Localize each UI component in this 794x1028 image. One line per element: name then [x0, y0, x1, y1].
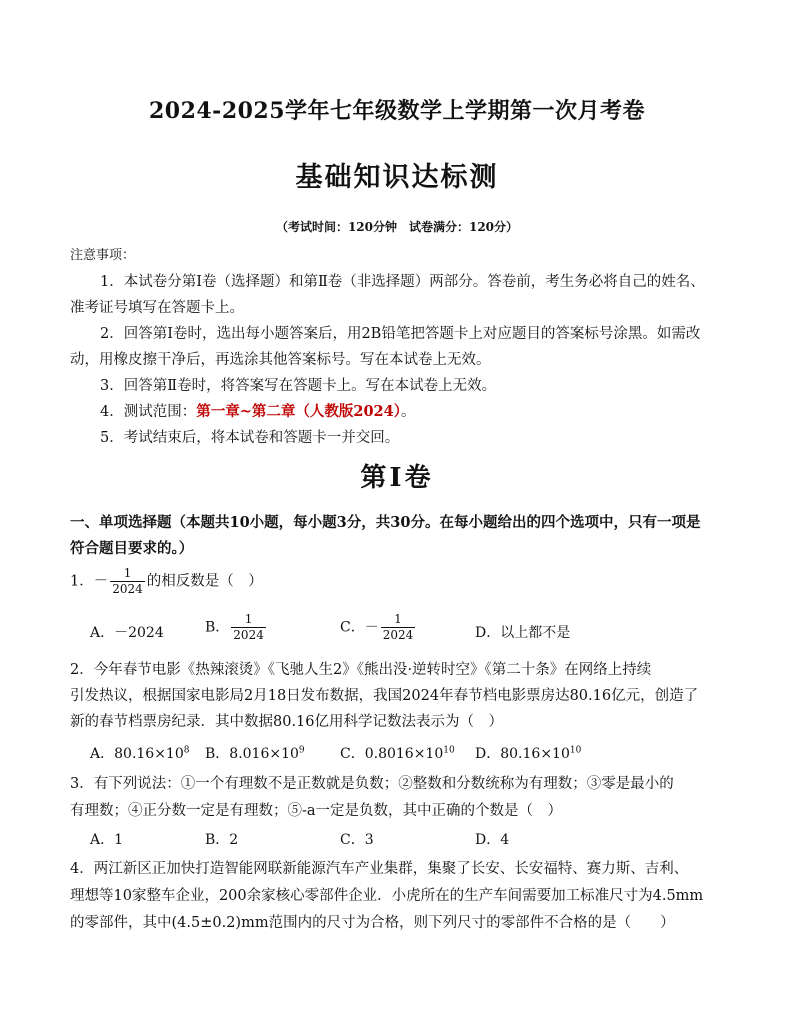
q2-option-c-exponent: 10: [443, 745, 455, 756]
q1-option-b: [205, 612, 268, 643]
q2-line-1: 2．今年春节电影《热辣滚烫》《飞驰人生2》《熊出没·逆转时空》《第二十条》在网络上持续: [70, 662, 652, 678]
part1-intro-b: 符合题目要求的。）: [70, 540, 194, 557]
q1-option-b-denominator: 2024: [233, 628, 264, 642]
test-range: 第一章~第二章（人教版2024）: [196, 403, 401, 420]
q1-option-b-fraction: [231, 612, 266, 643]
q2-option-c-label: C．: [340, 746, 365, 762]
q1-option-c-label: C．－: [340, 619, 379, 636]
q2-option-d-exponent: 10: [569, 745, 582, 756]
q3-option-d: D．4: [475, 832, 510, 848]
q2-option-d-label: D．: [475, 746, 501, 762]
notice-item-2b: 动，用橡皮擦干净后，再选涂其他答案标号。写在本试卷上无效。: [70, 352, 491, 368]
exam-title: 2024-2025学年七年级数学上学期第一次月考卷: [148, 98, 646, 124]
q1-denominator: 2024: [112, 582, 143, 596]
q2-line-2: 引发热议，根据国家电影局2月18日发布数据，我国2024年春节档电影票房达80.16亿元，创造了: [70, 688, 699, 704]
exam-subtitle: 基础知识达标测: [295, 162, 499, 193]
q2-option-a-base: 80.16×10: [114, 746, 184, 762]
q3-line-1: 3．有下列说法：①一个有理数不是正数就是负数；②整数和分数统称为有理数；③零是最小的: [70, 776, 674, 792]
notice-heading: 注意事项：: [70, 248, 136, 263]
q4-line-2: 理想等10家整车企业，200余家核心零部件企业．小虎所在的生产车间需要加工标准尺寸为4.5mm: [70, 888, 704, 904]
notice-item-1b: 准考证号填写在答题卡上。: [70, 300, 244, 316]
q2-option-a-exponent: 8: [183, 745, 190, 756]
q1-option-c-numerator: 1: [394, 612, 402, 626]
q1-suffix: 的相反数是（ ）: [146, 573, 263, 590]
q2-option-b-base: 8.016×10: [229, 746, 299, 762]
q2-option-a: [90, 743, 189, 763]
question-1: [70, 566, 730, 597]
q1-option-c-fraction: [381, 612, 416, 643]
q3-line-2: 有理数；④正分数一定是有理数；⑤-a一定是负数，其中正确的个数是（ ）: [70, 803, 563, 819]
notice-item-2a: 2．回答第Ⅰ卷时，选出每小题答案后，用2B铅笔把答题卡上对应题目的答案标号涂黑。如需改: [100, 326, 701, 342]
q1-option-a: A．－2024: [90, 625, 164, 641]
notice-item-5: 5．考试结束后，将本试卷和答题卡一并交回。: [100, 430, 400, 446]
q1-option-c-denominator: 2024: [382, 628, 414, 642]
q4-line-3: 的零部件，其中(4.5±0.2)mm范围内的尺寸为合格，则下列尺寸的零部件不合格的是（ ）: [70, 915, 675, 931]
q1-option-d: D．以上都不是: [475, 625, 571, 641]
q3-option-c: C．3: [340, 832, 374, 848]
notice-item-1a: 1．本试卷分第Ⅰ卷（选择题）和第Ⅱ卷（非选择题）两部分。答卷前，考生务必将自己的姓名、: [100, 274, 705, 290]
notice-item-4-prefix: 4．测试范围：: [100, 404, 197, 420]
q2-option-c-base: 0.8016×10: [364, 746, 444, 762]
section-title: 第Ⅰ卷: [360, 463, 434, 493]
q2-option-b: [205, 743, 305, 763]
q2-option-d: [475, 743, 581, 763]
q3-option-a: A．1: [90, 832, 124, 848]
notice-item-4-suffix: 。: [401, 404, 416, 420]
q1-prefix: 1．－: [70, 573, 109, 590]
q2-option-c: [340, 743, 455, 763]
q1-option-b-numerator: 1: [244, 612, 253, 626]
q1-option-b-label: B．: [205, 619, 230, 636]
q2-option-b-exponent: 9: [298, 745, 305, 756]
q2-option-b-label: B．: [205, 746, 230, 762]
q3-option-b: B．2: [205, 832, 239, 848]
q1-numerator: 1: [123, 566, 132, 580]
q4-line-1: 4．两江新区正加快打造智能网联新能源汽车产业集群，集聚了长安、长安福特、赛力斯、吉利、: [70, 861, 689, 877]
q2-option-a-label: A．: [90, 746, 115, 762]
exam-info: （考试时间：120分钟 试卷满分：120分）: [275, 220, 519, 234]
q2-option-d-base: 80.16×10: [500, 746, 570, 762]
q1-fraction: [110, 566, 145, 597]
q2-line-3: 新的春节档票房纪录．其中数据80.16亿用科学记数法表示为（ ）: [70, 714, 504, 730]
notice-item-3: 3．回答第Ⅱ卷时，将答案写在答题卡上。写在本试卷上无效。: [100, 378, 497, 394]
q1-option-c: [340, 612, 417, 643]
part1-intro-a: 一、单项选择题（本题共10小题，每小题3分，共30分。在每小题给出的四个选项中，只有一项是: [70, 514, 701, 531]
notice-item-4: [70, 400, 760, 421]
